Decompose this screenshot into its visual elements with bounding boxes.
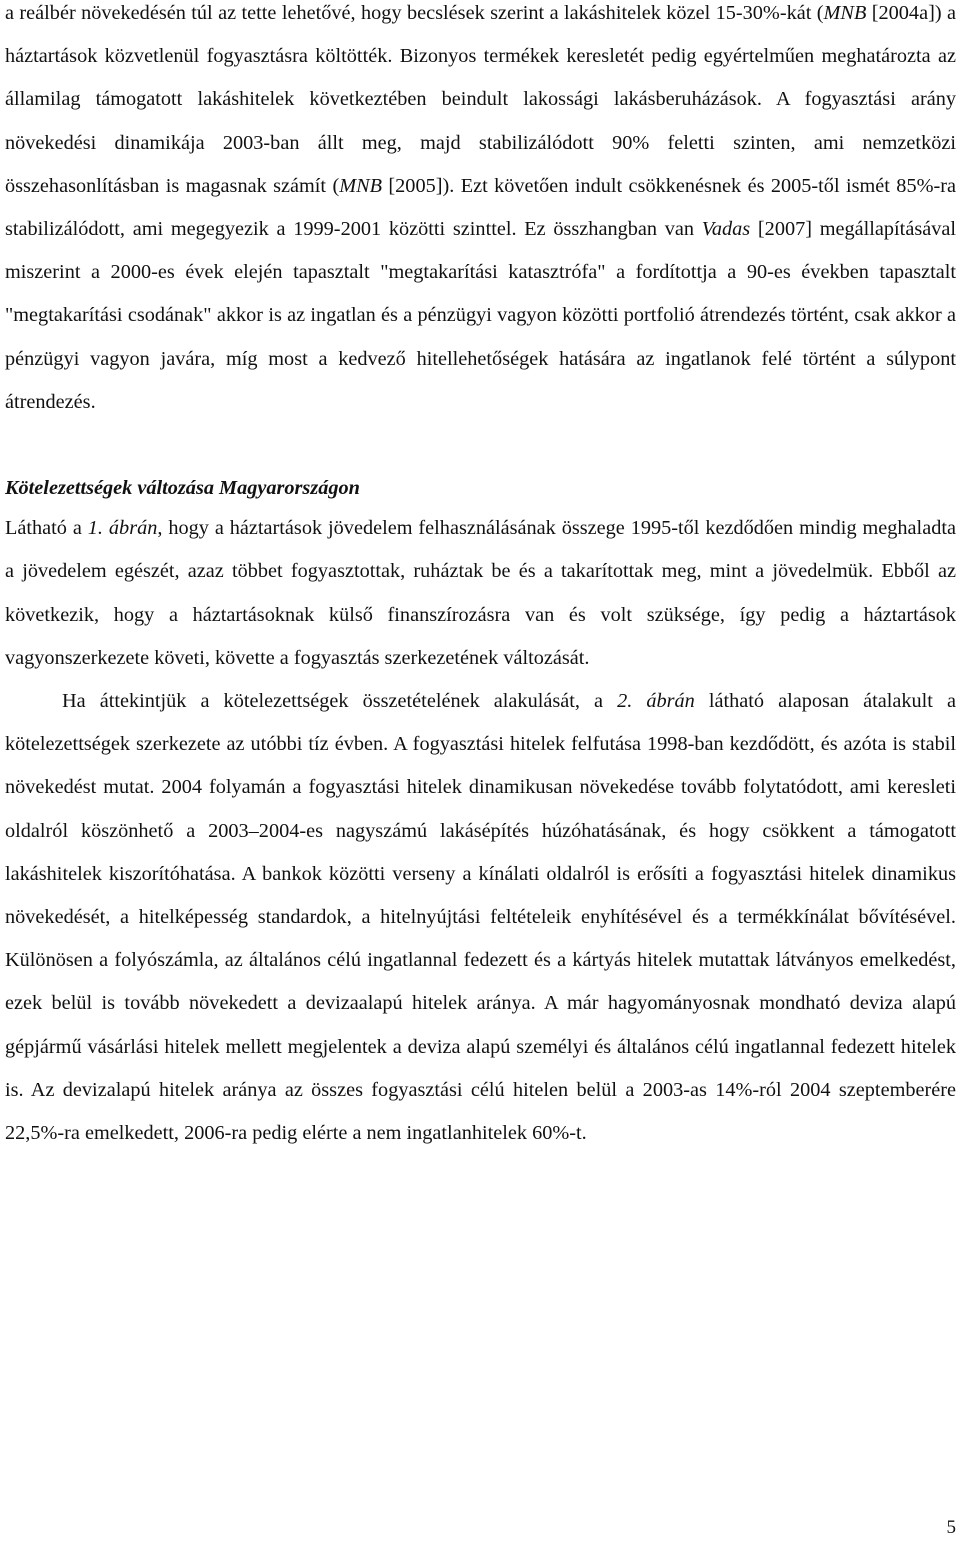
document-page: [5, 0, 956, 1155]
paragraph-liabilities-structure: [5, 680, 956, 1155]
page-number: 5: [946, 1517, 956, 1538]
paragraph-household-consumption: [5, 0, 956, 424]
section-heading: Kötelezettségek változása Magyarországon: [5, 477, 360, 500]
italic-run: MNB: [339, 174, 383, 197]
text-run: a reálbér növekedésén túl az tette lehetővé, hogy becslések szerint a lakáshitelek közel 15-30%-kát (: [5, 2, 824, 24]
paragraph-figure-1: [5, 507, 956, 680]
text-run: látható alaposan átalakult a kötelezettségek szerkezete az utóbbi tíz évben. A fogyasztási hitelek felfutása 1998-ban kezdődött, és azóta is stabil növekedést mutat. 2004 folyamán a fogyasztási hitelek dinamikusan növekedése tovább folytatódott, ami keresleti oldalról köszönhető a 2003–2004-es nagyszámú lakásépítés húzóhatásának, és hogy csökkent a támogatott lakáshitelek kiszorítóhatása. A bankok közötti verseny a kínálati oldalról is erősíti a fogyasztási hitelek dinamikus növekedését, a hitelképesség standardok, a hitelnyújtási feltételeik enyhítésével és a termékkínálat bővítésével. Különösen a folyószámla, az általános célú ingatlannal fedezett és a kártyás hitelek mutattak látványos emelkedést, ezek belül is tovább növekedett a devizaalapú hitelek aránya. A már hagyományosnak mondható deviza alapú gépjármű vásárlási hitelek mellett megjelentek a deviza alapú személyi és általános célú ingatlannal fedezett hitelek is. Az devizalapú hitelek aránya az összes fogyasztási célú hitelen belül a 2003-as 14%-ról 2004 szeptemberére 22,5%-ra emelkedett, 2006-ra pedig elérte a nem ingatlanhitelek 60%-t.: [5, 690, 956, 1145]
text-run: , hogy a háztartások jövedelem felhasználásának összege 1995-től kezdődően mindig meghaladta a jövedelem egészét, azaz többet fogyasztottak, ruháztak be és a takarítottak meg, mint a jövedelmük. Ebből az következik, hogy a háztartásoknak külső finanszírozásra van és volt szüksége, így pedig a háztartások vagyonszerkezete követi, követte a fogyasztás szerkezetének változását.: [5, 517, 956, 669]
text-run: Látható a: [5, 517, 88, 540]
text-run: Ha áttekintjük a kötelezettségek összetételének alakulását, a: [62, 690, 618, 713]
text-run: [2005]). Ezt követően indult csökkenésnek és 2005-től ismét 85%-ra stabilizálódott, ami megegyezik a 1999-2001 közötti szinttel. Ez összhangban van: [5, 174, 956, 241]
italic-run: 1. ábrán: [87, 517, 158, 540]
italic-run: 2. ábrán: [617, 690, 695, 713]
text-run: [2007] megállapításával miszerint a 2000-es évek elején tapasztalt "megtakarítási katasztrófa" a fordítottja a 90-es években tapasztalt "megtakarítási csodának" akkor is az ingatlan és a pénzügyi vagyon közötti portfolió átrendezés történt, csak akkor a pénzügyi vagyon javára, míg most a kedvező hitellehetőségek hatására az ingatlanok felé történt a súlypont átrendezés.: [5, 218, 956, 413]
text-run: [2004a]) a háztartások közvetlenül fogyasztásra költötték. Bizonyos termékek keresletét pedig egyértelműen meghatározta az államilag támogatott lakáshitelek következtében beindult lakossági lakásberuházások. A fogyasztási arány növekedési dinamikája 2003-ban állt meg, majd stabilizálódott 90% feletti szinten, ami nemzetközi összehasonlításban is magasnak számít (: [5, 2, 956, 197]
italic-run: MNB: [823, 2, 867, 24]
italic-run: Vadas: [701, 218, 751, 241]
